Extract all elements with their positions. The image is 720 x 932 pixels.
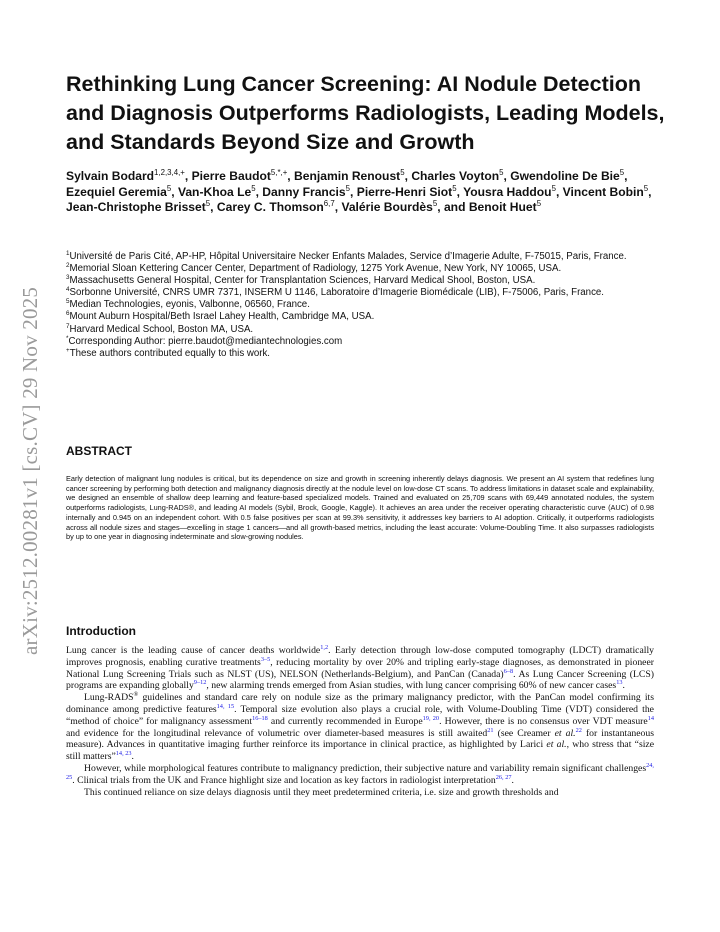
- affiliation-item: [66, 263, 666, 275]
- affiliation-marker: 4: [66, 286, 70, 294]
- affiliation-item: [66, 336, 666, 348]
- italic-text: et al.: [554, 727, 576, 739]
- author-name: Sylvain Bodard: [66, 169, 155, 183]
- paragraph-text: . Clinical trials from the UK and France highlight size and location as key factors in radiologist interpretation: [72, 774, 496, 786]
- paragraph-text: This continued reliance on size delays diagnosis until they meet predetermined criteria, i.e. size and growth thresholds and: [84, 786, 559, 798]
- author-affiliation-marker: 5: [551, 183, 556, 193]
- author-affiliation-marker: 6,7: [323, 198, 335, 208]
- author-name: Ezequiel Geremia: [66, 184, 167, 199]
- introduction-heading: Introduction: [66, 624, 136, 638]
- author-name: Charles Voyton: [411, 169, 500, 183]
- introduction-paragraph: [66, 763, 654, 787]
- citation-link[interactable]: 19, 20: [422, 714, 440, 722]
- author-name: Van-Khoa Le: [177, 184, 252, 199]
- author-name: Yousra Haddou: [463, 184, 552, 199]
- author-name: Valérie Bourdès: [341, 200, 433, 214]
- author-name: Jean-Christophe Brisset: [66, 200, 206, 214]
- author-list: Sylvain Bodard$^{1,2,3,4,+}$, Pierre Baudot$^{5,*,+}$, Benjamin Renoust$^5$, Charles Voyton$^5$, Gwendoline De Bie$^5$, Ezequiel Geremia$^5$, Van-Khoa Le$^5$, Danny Francis$^5$, Pierre-Henri Siot$^5$, Yousra Haddou$^5$, Vincent Bobin$^5$, Jean-Christophe Brisset$^5$, Carey C. Thomson$^{6,7}$, Valérie Bourdès$^5$, and Benoit Huet$^5$: [66, 167, 652, 214]
- affiliation-text: These authors contributed equally to this work.: [69, 347, 271, 359]
- affiliation-marker: 6: [66, 310, 70, 318]
- registered-mark: ®: [133, 690, 139, 698]
- author-affiliation-marker: 5: [400, 167, 405, 177]
- author-name: Danny Francis: [262, 184, 346, 199]
- citation-link[interactable]: 26, 27: [495, 773, 512, 781]
- citation-link[interactable]: 14, 23: [115, 749, 132, 757]
- author-name: Benjamin Renoust: [294, 169, 401, 183]
- paragraph-text: for instantaneous measure). Advances in quantitative imaging further reinforce its importance in clinical practice, as highlighted by Larici: [66, 727, 654, 751]
- paragraph-text: Lung cancer is the leading cause of cancer deaths worldwide: [66, 645, 321, 656]
- paragraph-text: , who stress that “size still matters”: [66, 739, 655, 763]
- introduction-paragraph: [66, 645, 654, 692]
- author-affiliation-marker: 5: [432, 198, 438, 208]
- introduction-paragraph: [66, 692, 654, 763]
- affiliation-item: [66, 275, 666, 287]
- affiliation-text: Massachusetts General Hospital, Center for Transplantation Sciences, Harvard Medical Shool, Boston, USA.: [69, 275, 536, 287]
- author-name: Benoit Huet: [468, 200, 537, 214]
- affiliation-marker: 1: [66, 249, 70, 257]
- affiliation-text: Memorial Sloan Kettering Cancer Center, Department of Radiology, 1275 York Avenue, New York, NY 10065, USA.: [69, 263, 562, 275]
- author-affiliation-marker: 5: [619, 167, 625, 177]
- affiliation-text: Mount Auburn Hospital/Beth Israel Lahey Health, Cambridge MA, USA.: [69, 311, 375, 323]
- paragraph-text: (see Creamer: [493, 727, 555, 739]
- author-name: Carey C. Thomson: [216, 200, 324, 214]
- citation-link[interactable]: 16–18: [252, 714, 268, 722]
- affiliation-text: Median Technologies, eyonis, Valbonne, 06560, France.: [69, 299, 310, 311]
- affiliation-text: Harvard Medical School, Boston MA, USA.: [69, 323, 254, 335]
- affiliation-marker: *: [66, 334, 69, 342]
- paragraph-text: .: [131, 751, 134, 763]
- author-affiliation-marker: 5,*,+: [270, 167, 288, 177]
- affiliation-text: Sorbonne Université, CNRS UMR 7371, INSERM U 1146, Laboratoire d’Imagerie Biomédicale (LIB), F-75006, Paris, France.: [69, 287, 604, 299]
- affiliation-item: [66, 324, 666, 336]
- citation-link[interactable]: 3–5: [260, 655, 271, 663]
- author-affiliation-marker: 5: [499, 167, 504, 177]
- author-name: Vincent Bobin: [562, 184, 644, 199]
- introduction-body: [66, 645, 654, 798]
- author-affiliation-marker: 5: [536, 198, 542, 208]
- paragraph-text: and evidence for the longitudinal relevance of volumetric over diameter-based measures is still awaited: [66, 727, 488, 739]
- citation-link[interactable]: 9–12: [193, 679, 207, 687]
- author-affiliation-marker: 5: [205, 198, 211, 208]
- citation-link[interactable]: 14, 15: [216, 702, 235, 710]
- citation-link[interactable]: 24, 25: [66, 761, 654, 781]
- affiliation-item: [66, 348, 666, 360]
- affiliation-text: Université de Paris Cité, AP-HP, Hôpital Universitaire Necker Enfants Malades, Service d’Imagerie Adulte, F-75015, Paris, France.: [69, 251, 627, 262]
- affiliation-marker: 5: [66, 298, 70, 306]
- author-affiliation-marker: 5: [345, 183, 351, 193]
- citation-link[interactable]: 22: [575, 726, 582, 734]
- affiliation-marker: 3: [66, 273, 70, 281]
- affiliation-item: [66, 311, 666, 323]
- italic-text: et al.: [546, 739, 567, 751]
- paragraph-text: and currently recommended in Europe: [267, 715, 423, 727]
- affiliation-item: [66, 251, 666, 263]
- author-affiliation-marker: 1,2,3,4,+: [154, 167, 185, 177]
- paragraph-text: However, while morphological features contribute to malignancy prediction, their subjective nature and variability remain significant challenges: [84, 762, 647, 774]
- affiliation-item: [66, 287, 666, 299]
- author-name: Pierre Baudot: [191, 169, 271, 183]
- citation-link[interactable]: 6–8: [503, 667, 514, 675]
- affiliation-list: [66, 251, 666, 360]
- author-affiliation-marker: 5: [251, 183, 256, 193]
- paragraph-text: .: [511, 774, 514, 786]
- abstract-heading: ABSTRACT: [66, 444, 132, 458]
- introduction-paragraph: [66, 787, 654, 799]
- author-name: Pierre-Henri Siot: [356, 184, 453, 199]
- affiliation-marker: 7: [66, 322, 70, 330]
- paper-title: Rethinking Lung Cancer Screening: AI Nodule Detection and Diagnosis Outperforms Radiologists, Leading Models, and Standards Beyond Size and Growth: [66, 72, 665, 154]
- paragraph-text: . Temporal size evolution also plays a crucial role, with Volume-Doubling Time (VDT) considered the “method of choice” for malignancy assessment: [66, 703, 654, 727]
- arxiv-identifier-stamp: arXiv:2512.00281v1 [cs.CV] 29 Nov 2025: [18, 286, 42, 655]
- affiliation-marker: 2: [66, 261, 70, 269]
- author-name: Gwendoline De Bie: [510, 169, 620, 183]
- abstract-text: Early detection of malignant lung nodules is critical, but its dependence on size and growth in screening inherently delays diagnosis. We present an AI system that redefines lung cancer screening by performing both detection and malignancy diagnosis directly at the nodule level on low-dose CT scans. To address limitations in dataset scale and explainability, we designed an ensemble of shallow deep learning and feature-based specialized models. Trained and evaluated on 25,709 scans with 69,449 annotated nodules, the system outperforms radiologists, Lung-RADS®, and leading AI models (Sybil, Brock, Google, Kaggle). It achieves an area under the receiver operating characteristic curve (AUC) of 0.98 internally and 0.945 on an independent cohort. With 0.5 false positives per scan at 99.3% sensitivity, it addresses key barriers to AI adoption. Critically, it outperforms radiologists across all nodule sizes and stages—excelling in stage 1 cancers—and all growth-based metrics, including the least accurate: Volume-Doubling Time. It also surpasses radiologists by up to one year in diagnosing indeterminate and slow-growing nodules.: [66, 474, 654, 542]
- affiliation-marker: +: [66, 346, 70, 354]
- citation-link[interactable]: 1,2: [320, 643, 329, 651]
- paragraph-text: . As Lung Cancer Screening (LCS) programs are expanding globally: [66, 668, 654, 692]
- author-affiliation-marker: 5: [166, 183, 172, 193]
- paragraph-text: , new alarming trends emerged from Asian studies, with lung cancer comprising 60% of new cancer cases: [206, 680, 617, 692]
- author-affiliation-marker: 5: [643, 183, 649, 193]
- paragraph-text: Lung-RADS: [84, 692, 134, 704]
- author-affiliation-marker: 5: [452, 183, 457, 193]
- affiliation-text: Corresponding Author: pierre.baudot@mediantechnologies.com: [68, 335, 343, 347]
- citation-link[interactable]: 14: [647, 714, 654, 722]
- citation-link[interactable]: 13: [616, 679, 623, 687]
- paragraph-text: , reducing mortality by over 20% and tripling early-stage diagnoses, as demonstrated in pioneer National Lung Screening Trials such as NLST (US), NELSON (Netherlands-Belgium), and PanCan (Canada): [66, 656, 654, 680]
- paragraph-text: .: [622, 680, 625, 692]
- citation-link[interactable]: 21: [487, 726, 494, 734]
- paragraph-text: . However, there is no consensus over VDT measure: [439, 715, 648, 727]
- paragraph-text: . Early detection through low-dose computed tomography (LDCT) dramatically improves prognosis, enabling curative treatments: [66, 645, 654, 668]
- affiliation-item: [66, 299, 666, 311]
- paragraph-text: guidelines and standard care rely on nodule size as the primary malignancy predictor, with the PanCan model confirming its dominance among predictive features: [66, 692, 654, 715]
